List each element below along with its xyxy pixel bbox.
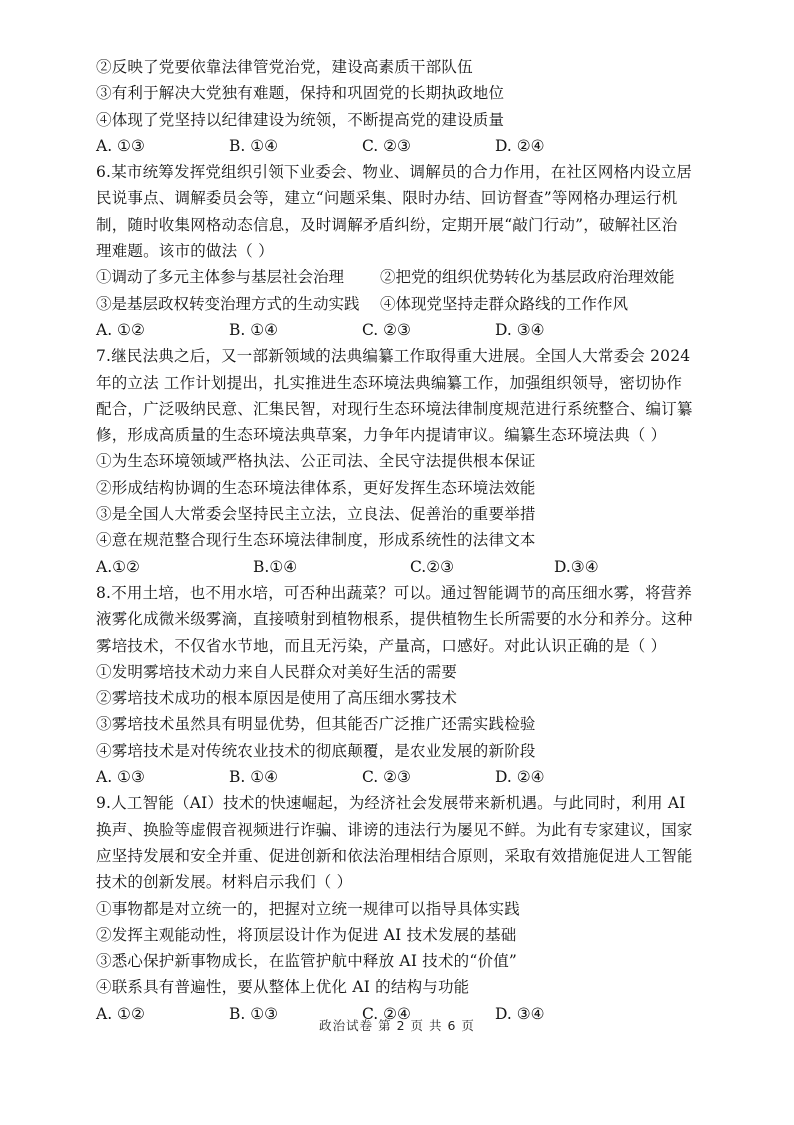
q7-option-d: D.③④ <box>554 557 599 576</box>
q8-statement-2: ②雾培技术成功的根本原因是使用了高压细水雾技术 <box>96 689 458 708</box>
q9-stem-line: 技术的创新发展。材料启示我们（ ） <box>96 873 353 892</box>
question-5-tail <box>96 54 706 159</box>
q9-statement-3: ③悉心保护新事物成长，在监管护航中释放 AI 技术的“价值” <box>96 952 518 971</box>
q8-option-a: A. ①③ <box>96 768 145 787</box>
q9-statement-4: ④联系具有普遍性，要从整体上优化 AI 的结构与功能 <box>96 978 470 997</box>
q7-stem-line: 7.继民法典之后，又一部新领域的法典编纂工作取得重大进展。全国人大常委会 2024 <box>96 347 691 366</box>
q8-stem-line: 8.不用土培，也不用水培，可否种出蔬菜？可以。通过智能调节的高压细水雾，将营养 <box>96 583 693 602</box>
q5-statement-4: ④体现了党坚持以纪律建设为统领，不断提高党的建设质量 <box>96 110 505 129</box>
q8-statement-1: ①发明雾培技术动力来自人民群众对美好生活的需要 <box>96 662 458 681</box>
q8-options <box>96 764 706 790</box>
q5-option-d: D. ②④ <box>495 136 545 155</box>
q6-stem-line: 制，随时收集网格动态信息，及时调解矛盾纠纷，定期开展“敲门行动”，破解社区治 <box>96 215 678 234</box>
q6-option-b: B. ①④ <box>229 320 279 339</box>
q6-statement-1: ①调动了多元主体参与基层社会治理 <box>96 268 345 287</box>
q7-options <box>96 554 706 580</box>
q7-statement-2: ②形成结构协调的生态环境法律体系，更好发挥生态环境法效能 <box>96 478 536 497</box>
q7-stem-line: 配合，广泛吸纳民意、汇集民智，对现行生态环境法律制度规范进行系统整合、编订纂 <box>96 399 693 418</box>
q6-statement-4: ④体现党坚持走群众路线的工作作风 <box>380 294 629 313</box>
q9-stem-line: 应坚持发展和安全并重、促进创新和依法治理相结合原则，采取有效措施促进人工智能 <box>96 846 693 865</box>
q6-statements-row-1 <box>96 264 706 290</box>
exam-page <box>96 54 706 1027</box>
q6-option-a: A. ①② <box>96 320 145 339</box>
q5-option-c: C. ②③ <box>362 136 411 155</box>
q7-stem-line: 年的立法 工作计划提出，扎实推进生态环境法典编纂工作，加强组织领导，密切协作 <box>96 373 683 392</box>
q9-option-a: A. ①② <box>96 1004 145 1023</box>
q6-options <box>96 317 706 343</box>
q6-stem-line: 6.某市统筹发挥党组织引领下业委会、物业、调解员的合力作用，在社区网格内设立居 <box>96 163 693 182</box>
q8-stem-line: 液雾化成微米级雾滴，直接喷射到植物根系，提供植物生长所需要的水分和养分。这种 <box>96 610 693 629</box>
q9-stem-line: 9.人工智能（AI）技术的快速崛起，为经济社会发展带来新机遇。与此同时，利用 AI <box>96 794 686 813</box>
q7-option-c: C.②③ <box>410 557 455 576</box>
q5-statement-3: ③有利于解决大党独有难题，保持和巩固党的长期执政地位 <box>96 84 505 103</box>
q5-statement-2: ②反映了党要依靠法律管党治党，建设高素质干部队伍 <box>96 58 473 76</box>
question-8 <box>96 580 706 790</box>
q8-statement-3: ③雾培技术虽然具有明显优势，但其能否广泛推广还需实践检验 <box>96 715 536 734</box>
q6-statement-3: ③是基层政权转变治理方式的生动实践 <box>96 294 360 313</box>
page-footer: 政治试卷 第 2 页 共 6 页 <box>319 1018 475 1033</box>
q9-stem-line: 换声、换脸等虚假音视频进行诈骗、诽谤的违法行为屡见不鲜。为此有专家建议，国家 <box>96 820 693 839</box>
q7-option-b: B.①④ <box>253 557 298 576</box>
q5-option-b: B. ①④ <box>229 136 279 155</box>
q7-option-a: A.①② <box>96 557 140 576</box>
q9-option-b: B. ①③ <box>229 1004 279 1023</box>
q9-statement-1: ①事物都是对立统一的，把握对立统一规律可以指导具体实践 <box>96 899 520 918</box>
q9-statement-2: ②发挥主观能动性，将顶层设计作为促进 AI 技术发展的基础 <box>96 925 517 944</box>
q6-option-c: C. ②③ <box>362 320 411 339</box>
q8-option-d: D. ②④ <box>495 768 545 787</box>
q5-option-a: A. ①③ <box>96 136 145 155</box>
q7-stem-line: 修，形成高质量的生态环境法典草案，力争年内提请审议。编纂生态环境法典（ ） <box>96 426 667 445</box>
q6-statement-2: ②把党的组织优势转化为基层政府治理效能 <box>380 268 675 287</box>
question-9 <box>96 790 706 1027</box>
q8-option-b: B. ①④ <box>229 768 279 787</box>
q7-statement-4: ④意在规范整合现行生态环境法律制度，形成系统性的法律文本 <box>96 531 536 550</box>
q6-option-d: D. ③④ <box>495 320 545 339</box>
question-6 <box>96 159 706 343</box>
q8-statement-4: ④雾培技术是对传统农业技术的彻底颠覆，是农业发展的新阶段 <box>96 741 536 760</box>
q9-option-c: C. ②④ <box>362 1004 411 1023</box>
q8-option-c: C. ②③ <box>362 768 411 787</box>
q5-options <box>96 133 706 159</box>
q6-stem-line: 理难题。该市的做法（ ） <box>96 242 274 261</box>
q6-statements-row-2 <box>96 291 706 317</box>
q9-option-d: D. ③④ <box>495 1004 545 1023</box>
q7-statement-1: ①为生态环境领域严格执法、公正司法、全民守法提供根本保证 <box>96 452 536 471</box>
q6-stem-line: 民说事点、调解委员会等，建立“问题采集、限时办结、回访督查”等网格办理运行机 <box>96 189 678 208</box>
q8-stem-line: 雾培技术，不仅省水节地，而且无污染，产量高，口感好。对此认识正确的是（ ） <box>96 636 667 655</box>
question-7 <box>96 343 706 580</box>
q7-statement-3: ③是全国人大常委会坚持民主立法，立良法、促善治的重要举措 <box>96 505 536 524</box>
